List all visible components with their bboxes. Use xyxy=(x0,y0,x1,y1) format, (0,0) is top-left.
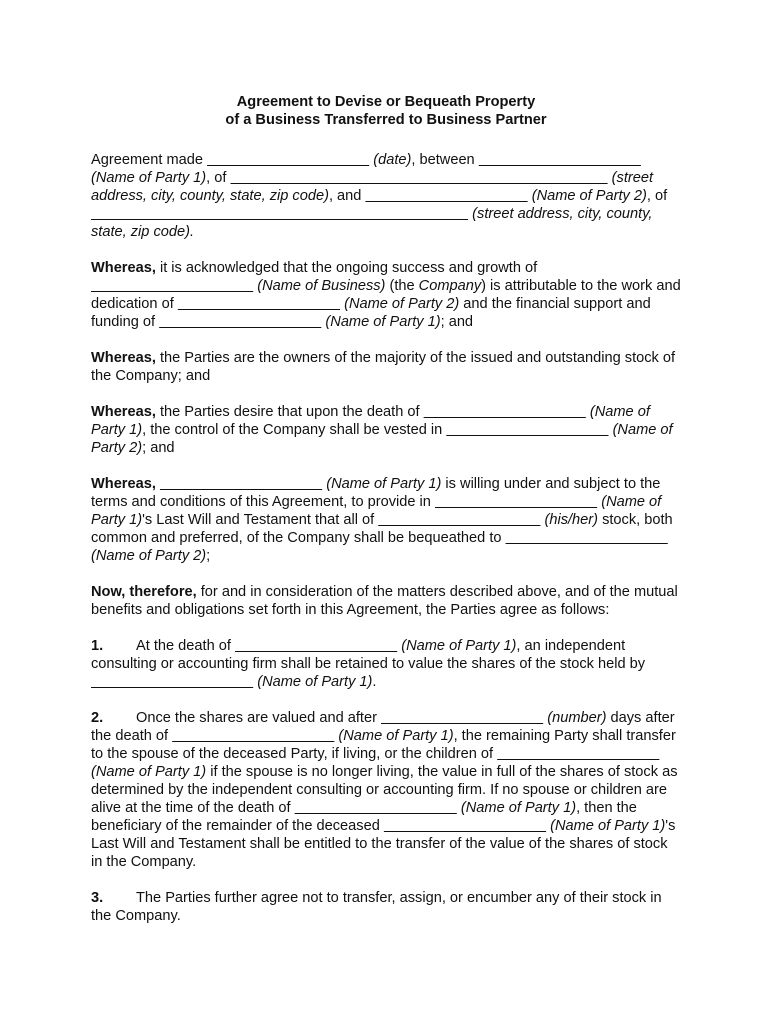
party1-name-blank[interactable] xyxy=(479,152,641,168)
clause-text: , an independent consulting or accounting firm shall be retained to value the shares of the stock held by xyxy=(91,638,646,672)
clause-number: 3. xyxy=(91,890,104,906)
party1-name-blank[interactable] xyxy=(497,746,659,762)
intro-text: , and xyxy=(328,188,366,204)
intro-hint: (Name of Party 1) xyxy=(91,170,207,186)
clause-3 xyxy=(91,889,681,925)
whereas-paragraph-1 xyxy=(91,259,681,331)
whereas-hint: (Name of Party 1) xyxy=(326,476,442,492)
whereas-hint: (Name of Party 1) xyxy=(91,404,650,438)
days-number-blank[interactable] xyxy=(381,710,543,726)
whereas-hint: (his/her) xyxy=(544,512,599,528)
clause-2 xyxy=(91,709,681,871)
party2-address-blank[interactable] xyxy=(91,206,468,222)
whereas-hint: (Name of Party 2) xyxy=(91,422,673,456)
party2-name-blank[interactable] xyxy=(178,296,340,312)
clause-hint: (number) xyxy=(547,710,607,726)
date-blank[interactable] xyxy=(207,152,369,168)
whereas-text: and the financial support and funding of xyxy=(91,296,651,330)
intro-hint: (street address, city, county, state, zip code) xyxy=(91,170,654,204)
clause-text: . xyxy=(372,674,377,690)
whereas-hint: Company xyxy=(418,278,482,294)
party1-name-blank[interactable] xyxy=(235,638,397,654)
intro-text: , of xyxy=(206,170,231,186)
now-therefore-text: for and in consideration of the matters described above, and of the mutual benefits and obligations set forth in this Agreement, the Parties agree as follows: xyxy=(91,584,678,618)
party1-name-blank[interactable] xyxy=(295,800,457,816)
party1-name-blank[interactable] xyxy=(159,314,321,330)
clause-hint: (Name of Party 1) xyxy=(257,674,373,690)
whereas-text: ) is attributable to the work and dedication of xyxy=(91,278,681,312)
clause-text: , the remaining Party shall transfer to the spouse of the deceased Party, if living, or the children of xyxy=(91,728,676,762)
party1-name-blank[interactable] xyxy=(91,674,253,690)
clause-number: 2. xyxy=(91,710,104,726)
clause-text: The Parties further agree not to transfer, assign, or encumber any of their stock in the Company. xyxy=(91,890,662,924)
business-name-blank[interactable] xyxy=(91,278,253,294)
document-page xyxy=(91,93,681,943)
whereas-text: the Parties desire that upon the death of xyxy=(155,404,424,420)
party1-name-blank[interactable] xyxy=(435,494,597,510)
clause-hint: (Name of Party 1) xyxy=(91,764,207,780)
title-line-2: of a Business Transferred to Business Partner xyxy=(225,112,547,128)
party1-name-blank[interactable] xyxy=(384,818,546,834)
intro-hint: (date) xyxy=(373,152,412,168)
intro-hint: (Name of Party 2) xyxy=(531,188,647,204)
whereas-text: stock, both common and preferred, of the Company shall be bequeathed to xyxy=(91,512,673,546)
party1-name-blank[interactable] xyxy=(424,404,586,420)
party1-address-blank[interactable] xyxy=(231,170,608,186)
whereas-lead: Whereas, xyxy=(91,260,156,276)
party2-name-blank[interactable] xyxy=(506,530,668,546)
clause-text: 's Last Will and Testament shall be entitled to the transfer of the value of the shares of stock in the Company. xyxy=(91,818,676,870)
clause-text: At the death of xyxy=(136,638,235,654)
whereas-paragraph-2 xyxy=(91,349,681,385)
pronoun-blank[interactable] xyxy=(378,512,540,528)
whereas-text: it is acknowledged that the ongoing success and growth of xyxy=(155,260,538,276)
clause-1 xyxy=(91,637,681,691)
whereas-text: is willing under and subject to the terms and conditions of this Agreement, to provide in xyxy=(91,476,661,510)
whereas-text: ; and xyxy=(142,440,175,456)
whereas-text: , the control of the Company shall be vested in xyxy=(142,422,447,438)
whereas-hint: (Name of Party 1) xyxy=(325,314,441,330)
document-title xyxy=(91,93,681,129)
clause-hint: (Name of Party 1) xyxy=(401,638,517,654)
clause-number: 1. xyxy=(91,638,104,654)
whereas-text: ; xyxy=(206,548,211,564)
intro-text: , of xyxy=(646,188,668,204)
party2-name-blank[interactable] xyxy=(446,422,608,438)
whereas-lead: Whereas, xyxy=(91,404,156,420)
party2-name-blank[interactable] xyxy=(365,188,527,204)
whereas-text: 's Last Will and Testament that all of xyxy=(142,512,379,528)
whereas-hint: (Name of Party 1) xyxy=(91,494,662,528)
intro-hint: (street address, city, county, state, zip code). xyxy=(91,206,653,240)
clause-hint: (Name of Party 1) xyxy=(460,800,577,816)
clause-text: , then the beneficiary of the remainder of the deceased xyxy=(91,800,637,834)
clause-hint: (Name of Party 1) xyxy=(338,728,454,744)
title-line-1: Agreement to Devise or Bequeath Property xyxy=(236,94,536,110)
whereas-hint: (Name of Party 2) xyxy=(344,296,460,312)
party1-name-blank[interactable] xyxy=(172,728,334,744)
now-therefore-paragraph xyxy=(91,583,681,619)
now-therefore-lead: Now, therefore, xyxy=(91,584,197,600)
whereas-paragraph-4 xyxy=(91,475,681,565)
clause-text: Once the shares are valued and after xyxy=(136,710,382,726)
whereas-text: the Parties are the owners of the majority of the issued and outstanding stock of the Company; and xyxy=(91,350,676,384)
intro-text: , between xyxy=(411,152,479,168)
clause-text: days after the death of xyxy=(91,710,675,744)
whereas-hint: (Name of Business) xyxy=(257,278,386,294)
clause-text: if the spouse is no longer living, the value in full of the shares of stock as determined by the independent consulting or accounting firm. If no spouse or children are alive at the time of the death of xyxy=(91,764,678,816)
whereas-lead: Whereas, xyxy=(91,476,156,492)
whereas-hint: (Name of Party 2) xyxy=(91,548,207,564)
whereas-text: (the xyxy=(385,278,419,294)
party1-name-blank[interactable] xyxy=(160,476,322,492)
intro-paragraph xyxy=(91,151,681,241)
whereas-lead: Whereas, xyxy=(91,350,156,366)
intro-text: Agreement made xyxy=(91,152,208,168)
clause-hint: (Name of Party 1) xyxy=(550,818,666,834)
whereas-text: ; and xyxy=(440,314,474,330)
whereas-paragraph-3 xyxy=(91,403,681,457)
